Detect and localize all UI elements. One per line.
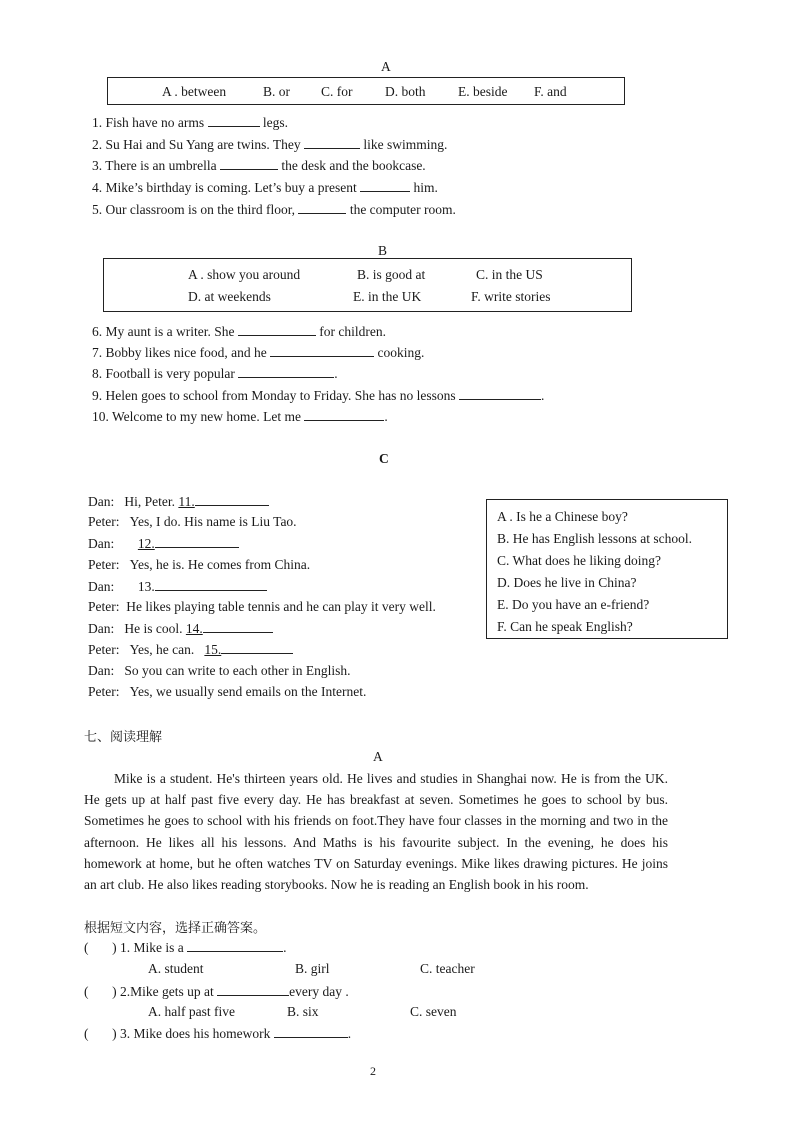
- question-4: 4. Mike’s birthday is coming. Let’s buy a present him.: [92, 180, 438, 195]
- reading-instruction: 根据短文内容，选择正确答案。: [84, 921, 267, 936]
- option: A . Is he a Chinese boy?: [497, 509, 628, 524]
- answer-blank[interactable]: [221, 641, 293, 654]
- answer-blank[interactable]: [155, 535, 239, 548]
- answer-blank[interactable]: [238, 365, 334, 378]
- answer-blank[interactable]: [274, 1025, 348, 1038]
- reading-passage: Mike is a student. He's thirteen years old. He lives and studies in Shanghai now. He is from the UK. He gets up at half past five every day. He has breakfast at seven. Sometimes he goes to school by bus. Sometimes he goes to school with his friends on foot.They have four classes in the morning and two in the afternoon. He likes all his lessons. And Maths is his favourite subject. In the evening, he does his homework at home, but he often watches TV on Saturday evenings. Mike likes drawing pictures. He joins an art club. He also likes reading storybooks. Now he is reading an English book in his room.: [84, 771, 668, 893]
- dialogue-line: Peter: Yes, we usually send emails on the Internet.: [88, 684, 367, 699]
- answer-blank[interactable]: [203, 620, 273, 633]
- answer-blank[interactable]: [459, 387, 541, 400]
- blank-number: 15.: [204, 642, 222, 657]
- option: A . between: [162, 84, 227, 99]
- option: B. or: [263, 84, 290, 99]
- option: E. Do you have an e-friend?: [497, 597, 650, 612]
- question-1: 1. Fish have no arms legs.: [92, 115, 288, 130]
- blank-number: 12.: [137, 536, 155, 551]
- choice[interactable]: A. student: [148, 961, 204, 976]
- answer-blank[interactable]: [270, 344, 374, 357]
- answer-blank[interactable]: [304, 136, 360, 149]
- question-7: 7. Bobby likes nice food, and he cooking.: [92, 345, 425, 360]
- section-b-title: B: [378, 243, 388, 258]
- answer-blank[interactable]: [195, 493, 269, 506]
- option: D. both: [385, 84, 426, 99]
- blank-number: 11.: [178, 494, 195, 509]
- option: B. He has English lessons at school.: [497, 531, 692, 546]
- answer-blank[interactable]: [155, 578, 267, 591]
- dialogue-line: Peter: Yes, I do. His name is Liu Tao.: [88, 514, 297, 529]
- blank-number: 14.: [185, 621, 203, 636]
- section-c-title: C: [379, 451, 389, 466]
- option: E. beside: [458, 84, 508, 99]
- answer-blank[interactable]: [187, 939, 283, 952]
- page-number: 2: [370, 1064, 376, 1078]
- option: F. and: [534, 84, 567, 99]
- option: A . show you around: [188, 267, 301, 282]
- answer-blank[interactable]: [238, 323, 316, 336]
- dialogue-line: Dan: 13.: [88, 578, 267, 595]
- reading-question-3: ( ) 3. Mike does his homework .: [84, 1026, 352, 1041]
- question-5: 5. Our classroom is on the third floor, the computer room.: [92, 202, 456, 217]
- dialogue-line: Peter: He likes playing table tennis and he can play it very well.: [88, 599, 436, 614]
- answer-blank[interactable]: [217, 983, 289, 996]
- answer-blank[interactable]: [360, 179, 410, 192]
- blank-number: 13.: [137, 579, 155, 594]
- choice[interactable]: C. seven: [410, 1004, 457, 1019]
- question-6: 6. My aunt is a writer. She for children.: [92, 324, 386, 339]
- option: F. Can he speak English?: [497, 619, 633, 634]
- choice[interactable]: C. teacher: [420, 961, 475, 976]
- reading-question-2: ( ) 2.Mike gets up at every day .: [84, 984, 349, 999]
- choice[interactable]: B. girl: [295, 961, 330, 976]
- answer-blank[interactable]: [304, 408, 384, 421]
- question-9: 9. Helen goes to school from Monday to Friday. She has no lessons .: [92, 388, 545, 403]
- option: B. is good at: [357, 267, 426, 282]
- option: E. in the UK: [353, 289, 422, 304]
- dialogue-line: Dan: He is cool. 14.: [88, 620, 273, 637]
- answer-blank[interactable]: [220, 157, 278, 170]
- reading-title: A: [373, 749, 383, 764]
- reading-question-1: ( ) 1. Mike is a .: [84, 940, 287, 955]
- question-2: 2. Su Hai and Su Yang are twins. They like swimming.: [92, 137, 448, 152]
- dialogue-line: Dan: So you can write to each other in English.: [88, 663, 351, 678]
- section-a-option-box: [107, 77, 625, 105]
- question-8: 8. Football is very popular .: [92, 366, 338, 381]
- question-3: 3. There is an umbrella the desk and the bookcase.: [92, 158, 426, 173]
- choice[interactable]: B. six: [287, 1004, 319, 1019]
- section-b-option-box: [103, 258, 632, 312]
- option: C. in the US: [476, 267, 543, 282]
- option: F. write stories: [471, 289, 551, 304]
- option: C. What does he liking doing?: [497, 553, 661, 568]
- choice[interactable]: A. half past five: [148, 1004, 235, 1019]
- section-c-option-box: [486, 499, 728, 639]
- option: D. at weekends: [188, 289, 271, 304]
- dialogue-line: Dan: Hi, Peter. 11.: [88, 493, 269, 510]
- option: C. for: [321, 84, 353, 99]
- dialogue-line: Peter: Yes, he is. He comes from China.: [88, 557, 311, 572]
- answer-blank[interactable]: [298, 201, 346, 214]
- dialogue-line: Dan: 12.: [88, 535, 239, 552]
- section-a-title: A: [381, 59, 391, 74]
- question-10: 10. Welcome to my new home. Let me .: [92, 409, 388, 424]
- reading-heading: 七、阅读理解: [84, 730, 163, 745]
- option: D. Does he live in China?: [497, 575, 637, 590]
- answer-blank[interactable]: [208, 114, 260, 127]
- dialogue-line: Peter: Yes, he can. 15.: [88, 641, 293, 658]
